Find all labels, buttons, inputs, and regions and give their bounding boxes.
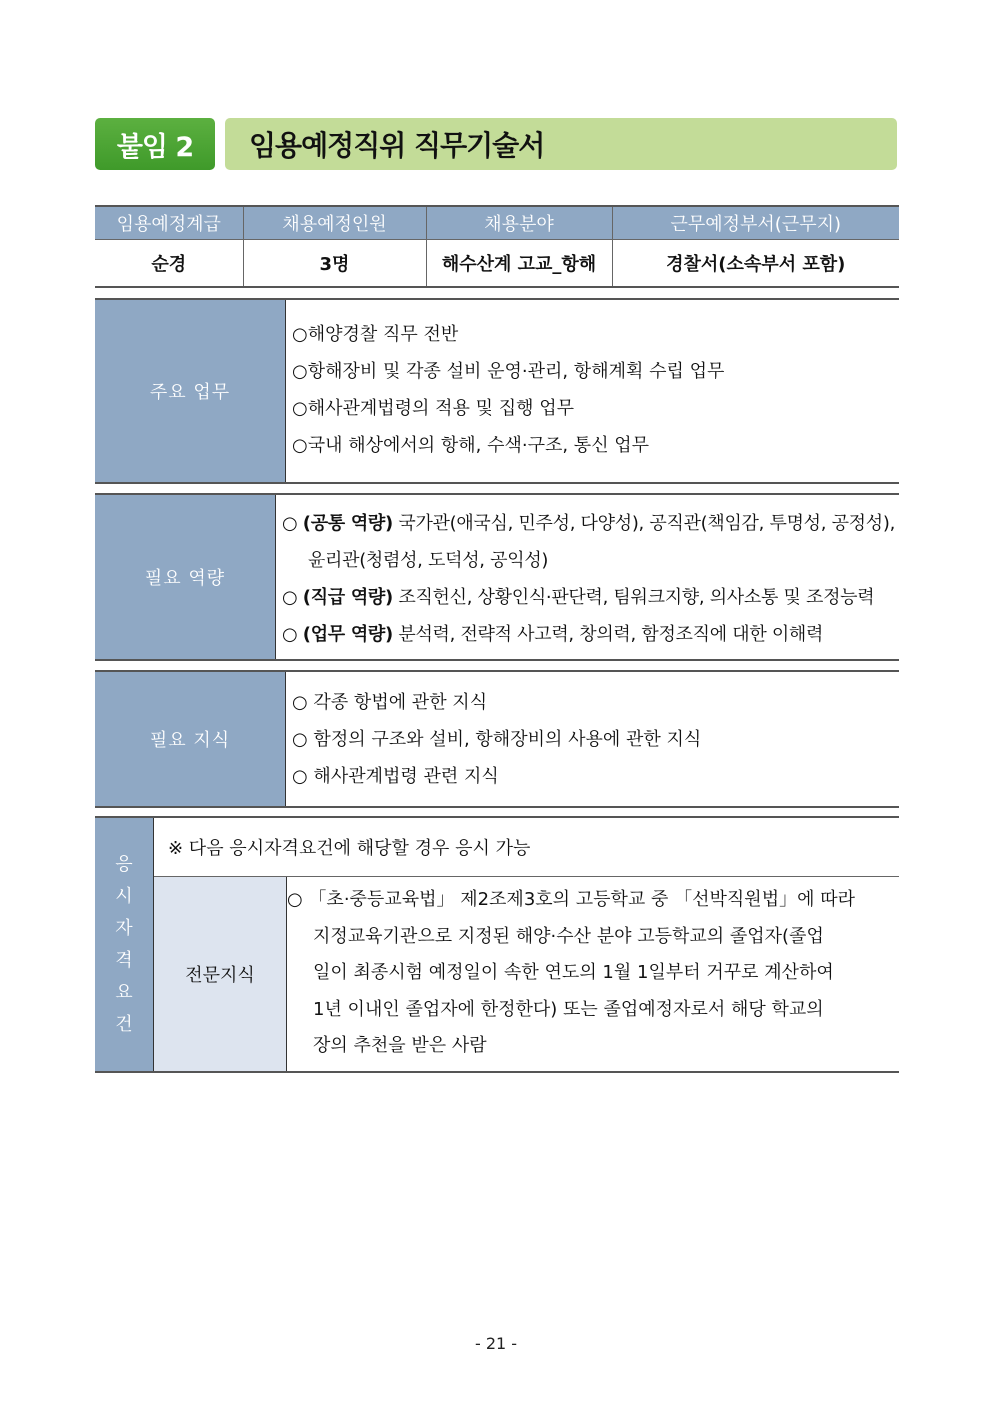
duties-content [286,300,899,482]
summary-value-cell: 3명 [243,240,426,288]
summary-value-cell: 경찰서(소속부서 포함) [612,240,899,288]
duties-section [95,298,899,484]
competency-tag: (업무 역량) [302,624,393,645]
page-number: - 21 - [474,1334,518,1353]
summary-header-cell: 채용예정인원 [243,206,426,240]
competency-text: 조직헌신, 상황인식·판단력, 팀워크지향, 의사소통 및 조정능력 [392,587,875,608]
label-char: 시 [115,885,133,907]
duties-label: 주요 업무 [95,300,286,482]
qualification-label [95,818,154,1071]
list-item: ○국내 해상에서의 항해, 수색·구조, 통신 업무 [292,435,650,456]
summary-header-cell: 임용예정계급 [95,206,243,240]
summary-header-cell: 채용분야 [426,206,612,240]
bullet: ○ [281,587,303,608]
list-item: ○ 해사관계법령 관련 지식 [292,766,499,787]
summary-table [95,205,899,288]
list-item [282,579,895,616]
summary-header-cell: 근무예정부서(근무지) [612,206,899,240]
bullet: ○ [281,513,303,534]
label-char: 요 [115,981,133,1003]
document-header [95,118,897,170]
competency-tag: (공통 역량) [302,513,393,534]
label-char: 격 [115,949,133,971]
label-char: 자 [115,917,133,939]
qualification-detail [287,882,895,1065]
detail-line: 1년 이내인 졸업자에 한정한다) 또는 졸업예정자로서 해당 학교의 [313,998,824,1020]
label-char: 응 [115,853,133,875]
list-item: ○ 각종 항법에 관한 지식 [292,692,488,713]
knowledge-content [286,672,899,806]
bullet: ○ [281,624,303,645]
list-item: ○ 함정의 구조와 설비, 항해장비의 사용에 관한 지식 [292,729,702,750]
knowledge-label: 필요 지식 [95,672,286,806]
document-title: 임용예정직위 직무기술서 [225,118,897,170]
detail-line: 일이 최종시험 예정일이 속한 연도의 1월 1일부터 거꾸로 계산하여 [313,962,834,983]
detail-line: ○ 「초·중등교육법」 제2조제3호의 고등학교 중 「선박직원법」에 따라 [287,889,855,910]
list-item: ○해양경찰 직무 전반 [292,324,459,345]
detail-line: 지정교육기관으로 지정된 해양·수산 분야 고등학교의 졸업자(졸업 [313,925,824,947]
list-item-continuation: 윤리관(청렴성, 도덕성, 공익성) [307,550,549,571]
competency-text: 분석력, 전략적 사고력, 창의력, 함정조직에 대한 이해력 [392,624,824,645]
qualification-section [95,816,899,1073]
competency-section [95,493,899,661]
list-item [282,505,895,542]
summary-value-cell: 해수산계 고교_항해 [426,240,612,288]
competency-tag: (직급 역량) [302,587,393,608]
competency-content [276,495,899,659]
label-char: 건 [115,1013,133,1035]
list-item: ○항해장비 및 각종 설비 운영·관리, 항해계획 수립 업무 [292,361,725,382]
summary-header-row [95,206,899,240]
attachment-badge: 붙임 2 [95,118,215,170]
list-item: ○해사관계법령의 적용 및 집행 업무 [292,398,575,419]
summary-value-cell: 순경 [95,240,243,288]
qualification-note: ※ 다음 응시자격요건에 해당할 경우 응시 가능 [154,818,899,877]
qualification-sub-label: 전문지식 [154,877,287,1071]
competency-text: 국가관(애국심, 민주성, 다양성), 공직관(책임감, 투명성, 공정성), [392,513,895,534]
summary-value-row [95,240,899,288]
knowledge-section [95,670,899,808]
competency-label: 필요 역량 [95,495,276,659]
detail-line: 장의 추천을 받은 사람 [313,1035,487,1056]
list-item [282,616,895,653]
